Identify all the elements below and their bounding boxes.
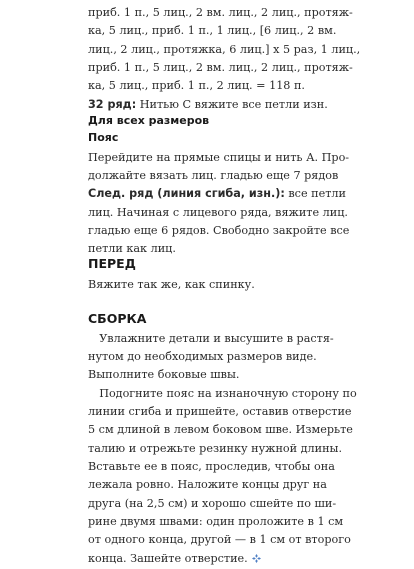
assembly-line: Вставьте ее в пояс, проследив, чтобы она [88, 460, 335, 474]
belt-line: лиц. Начиная с лицевого ряда, вяжите лиц. [88, 205, 348, 219]
assembly-line: 5 см длиной в левом боковом шве. Измерьте [88, 423, 353, 437]
belt-heading: Пояс [88, 131, 119, 145]
next-row-text: все петли [284, 187, 346, 201]
assembly-last-line [88, 549, 326, 568]
row-32-text: Нитью С вяжите все петли изн. [136, 97, 328, 111]
assembly-heading: СБОРКА [88, 310, 147, 326]
belt-line: петли как лиц. [88, 242, 176, 256]
assembly-line: талию и отрежьте резинку нужной длины. [88, 441, 343, 455]
assembly-line: Увлажните детали и высушите в растя- [99, 331, 334, 345]
pattern-line: ка, 5 лиц., приб. 1 п., 1 лиц., [6 лиц., 2 вм. [88, 24, 337, 38]
four-diamond-icon [252, 554, 261, 563]
pattern-line: приб. 1 п., 5 лиц., 2 вм. лиц., 2 лиц., протяж- [88, 60, 353, 74]
assembly-line: линии сгиба и пришейте, оставив отверстие [88, 405, 352, 419]
row-32-label: 32 ряд: [88, 97, 137, 111]
front-heading: ПЕРЕД [88, 255, 136, 271]
row-32-line [88, 95, 326, 114]
pattern-line: ка, 5 лиц., приб. 1 п., 2 лиц. = 118 п. [88, 79, 305, 93]
belt-line: гладью еще 6 рядов. Свободно закройте все [88, 223, 350, 237]
pattern-line: приб. 1 п., 5 лиц., 2 вм. лиц., 2 лиц., протяж- [88, 5, 353, 19]
next-row-line [88, 184, 346, 203]
assembly-line: Выполните боковые швы. [88, 368, 240, 382]
belt-line: Перейдите на прямые спицы и нить А. Про- [88, 150, 350, 164]
assembly-last-text: конца. Зашейте отверстие. [88, 551, 248, 565]
pattern-line: лиц., 2 лиц., протяжка, 6 лиц.] x 5 раз, 1 лиц., [88, 42, 361, 56]
all-sizes-heading: Для всех размеров [88, 113, 210, 127]
next-row-label: След. ряд (линия сгиба, изн.): [88, 187, 285, 201]
assembly-line: нутом до необходимых размеров виде. [88, 350, 317, 364]
assembly-line: от одного конца, другой — в 1 см от второго [88, 533, 351, 547]
assembly-line: друга (на 2,5 см) и хорошо сшейте по ши- [88, 496, 337, 510]
assembly-line: лежала ровно. Наложите концы друг на [88, 478, 327, 492]
assembly-line: Подогните пояс на изнаночную сторону по [99, 386, 357, 400]
assembly-line: рине двумя швами: один проложите в 1 см [88, 515, 344, 529]
belt-line: должайте вязать лиц. гладью еще 7 рядов [88, 168, 339, 182]
front-text: Вяжите так же, как спинку. [88, 277, 255, 291]
